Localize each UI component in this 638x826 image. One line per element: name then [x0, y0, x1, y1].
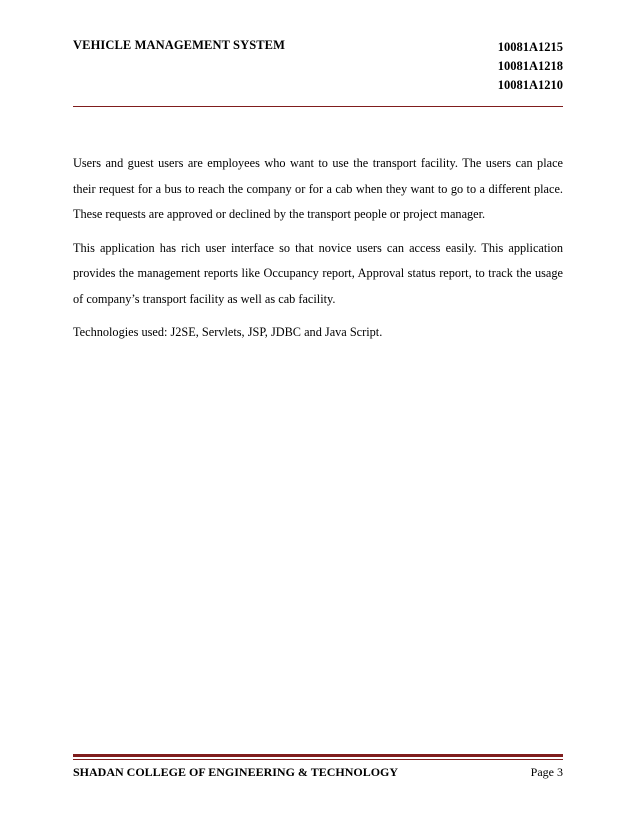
document-body [73, 151, 563, 354]
body-paragraph: This application has rich user interface so that novice users can access easily. This application provides the management reports like Occupancy report, Approval status report, to track the usage of company’s transport facility as well as cab facility. [73, 240, 563, 306]
body-paragraph: Users and guest users are employees who want to use the transport facility. The users can place their request for a bus to reach the company or for a cab when they want to go to a different place. These requests are approved or declined by the transport people or project manager. [73, 156, 563, 221]
document-header-title: VEHICLE MANAGEMENT SYSTEM [73, 38, 286, 52]
student-id: 10081A1218 [497, 59, 563, 73]
student-id-list [498, 38, 563, 95]
footer-divider-thick [73, 754, 563, 757]
student-id: 10081A1210 [497, 78, 563, 92]
header-divider [73, 106, 563, 107]
body-paragraph: Technologies used: J2SE, Servlets, JSP, JDBC and Java Script. [73, 325, 383, 339]
footer-college-name: SHADAN COLLEGE OF ENGINEERING & TECHNOLOGY [73, 765, 399, 779]
page-number: Page 3 [530, 765, 563, 779]
footer-divider-thin [73, 759, 563, 760]
student-id: 10081A1215 [497, 40, 563, 54]
